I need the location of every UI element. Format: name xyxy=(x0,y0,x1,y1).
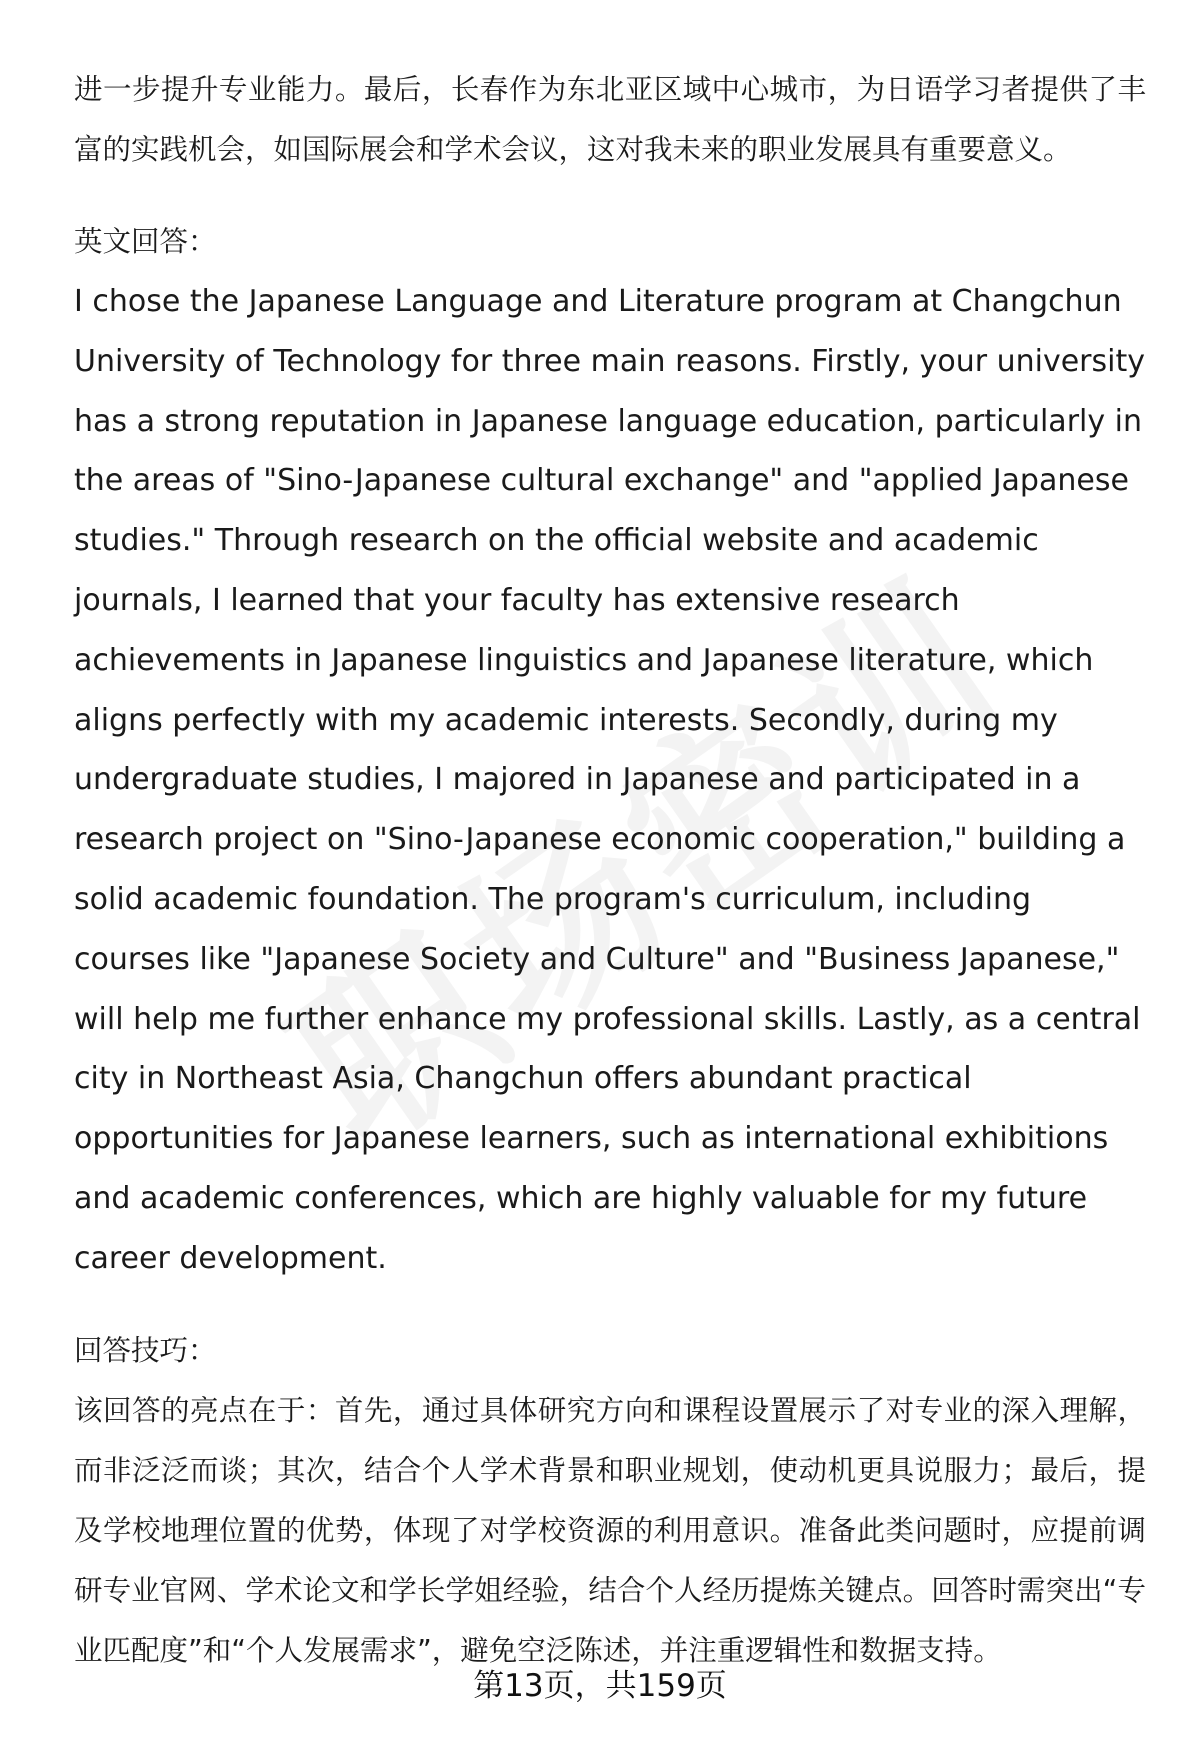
intro-paragraph: 进一步提升专业能力。最后，长春作为东北亚区域中心城市，为日语学习者提供了丰富的实践机会，如国际展会和学术会议，这对我未来的职业发展具有重要意义。 xyxy=(74,73,1146,166)
english-answer-paragraph: I chose the Japanese Language and Literature program at Changchun University of Technology for three main reasons. Firstly, your university has a strong reputation in Japanese language education, particularly in the areas of "Sino-Japanese cultural exchange" and "applied Japanese studies." Through research on the official website and academic journals, I learned that your faculty has extensive research achievements in Japanese linguistics and Japanese literature, which aligns perfectly with my academic interests. Secondly, during my undergraduate studies, I majored in Japanese and participated in a research project on "Sino-Japanese economic cooperation," building a solid academic foundation. The program's curriculum, including courses like "Japanese Society and Culture" and "Business Japanese," will help me further enhance my professional skills. Lastly, as a central city in Northeast Asia, Changchun offers abundant practical opportunities for Japanese learners, such as international exhibitions and academic conferences, which are highly valuable for my future career development. xyxy=(74,284,1145,1276)
spacer xyxy=(74,1289,1146,1321)
tips-heading: 回答技巧： xyxy=(74,1333,217,1367)
english-answer-heading: 英文回答： xyxy=(74,225,217,258)
tips-paragraph: 该回答的亮点在于：首先，通过具体研究方向和课程设置展示了对专业的深入理解，而非泛泛而谈；其次，结合个人学术背景和职业规划，使动机更具说服力；最后，提及学校地理位置的优势，体现了对学校资源的利用意识。准备此类问题时，应提前调研专业官网、学术论文和学长学姐经验，结合个人经历提炼关键点。回答时需突出“专业匹配度”和“个人发展需求”，避免空泛陈述，并注重逻辑性和数据支持。 xyxy=(74,1393,1146,1667)
spacer xyxy=(74,180,1146,212)
document-body xyxy=(74,60,1146,1681)
page-number: 第13页，共159页 xyxy=(473,1668,727,1704)
